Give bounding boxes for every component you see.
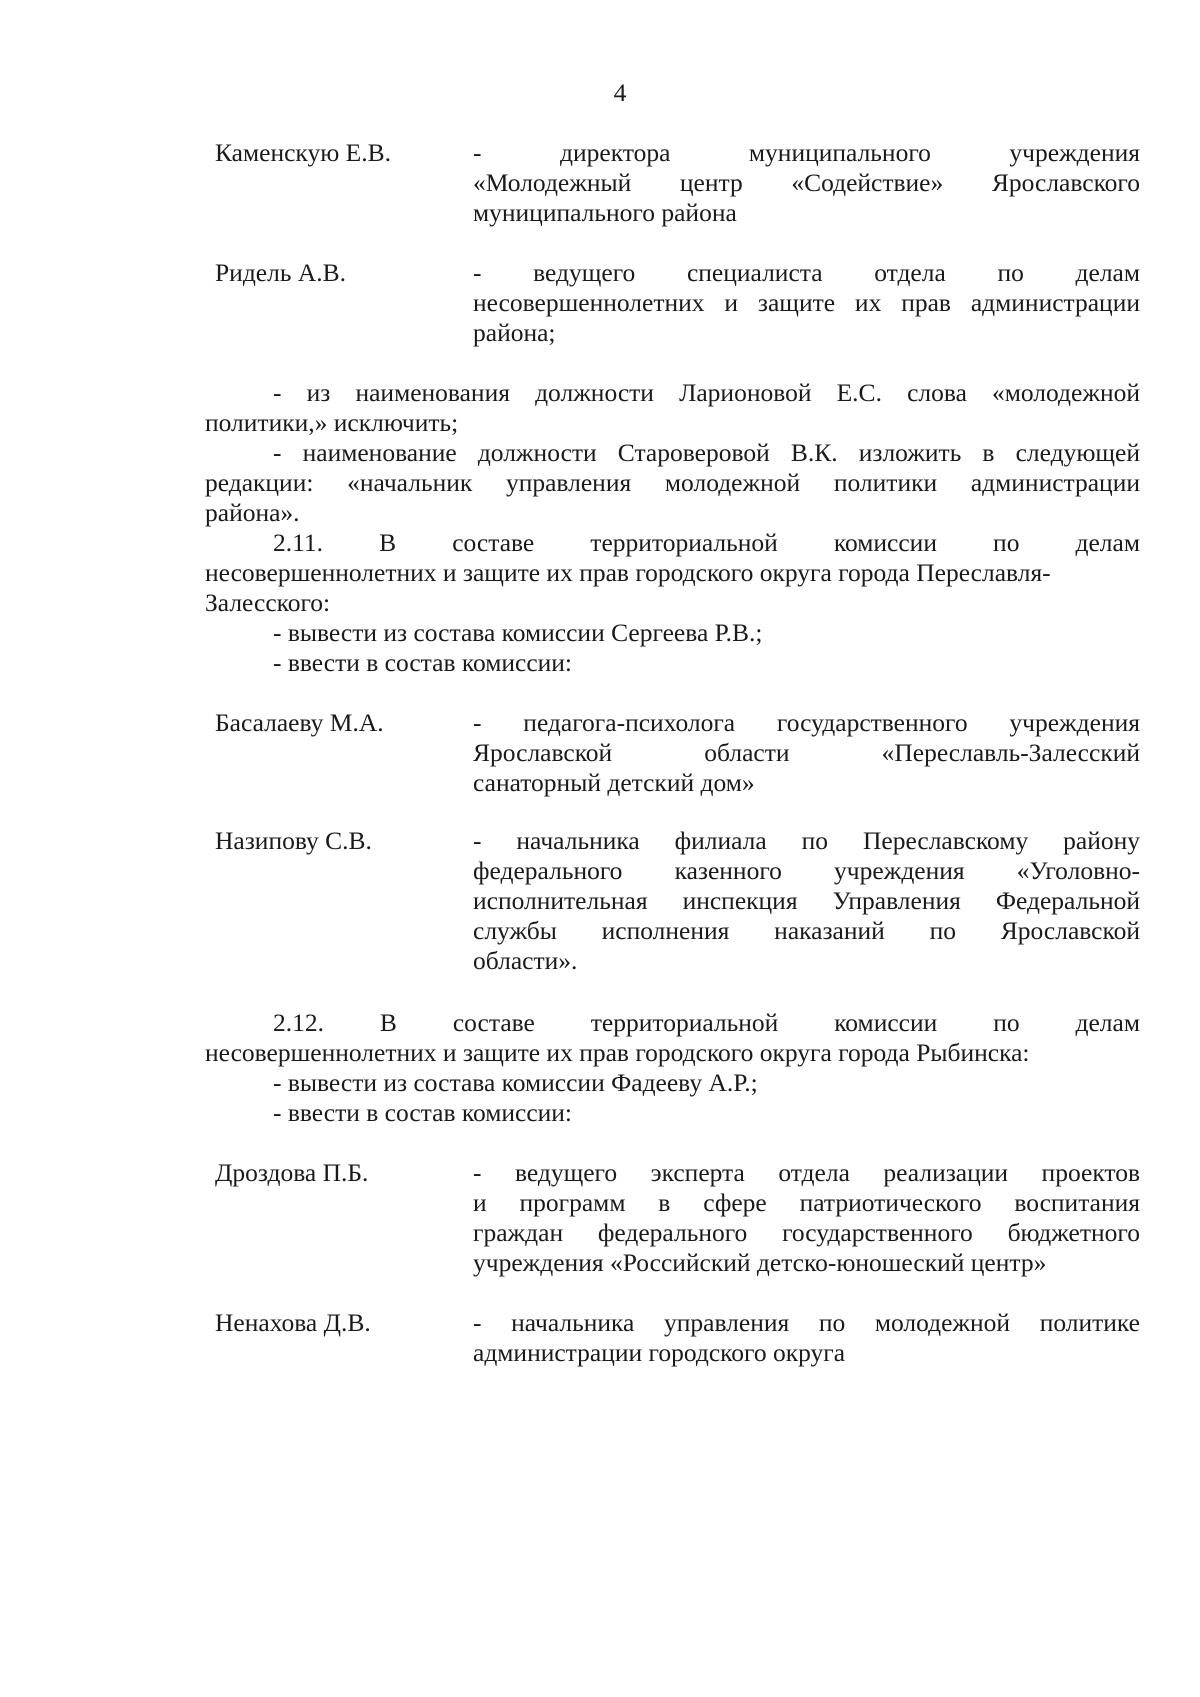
member-name: Ридель А.В. (215, 258, 347, 287)
amendment-paragraph: - из наименования должности Ларионовой Е.С. слова «молодежной политики,» исключить; - наименование должности Староверовой В.К. изложить в следующей редакции: «начальник управления молодежной политики администрации района». (205, 378, 1140, 527)
member-position: - начальника филиала по Переславскому району федерального казенного учреждения «Уголовно- исполнительная инспекция Управления Федеральной службы исполнения наказаний по Ярославской области». (473, 826, 1140, 975)
section-2-12: 2.12. В составе территориальной комиссии по делам несовершеннолетних и защите их прав городского округа города Рыбинска: - вывести из состава комиссии Фадееву А.Р.; - ввести в состав комиссии: (205, 1008, 1140, 1127)
member-position: - ведущего специалиста отдела по делам несовершеннолетних и защите их прав администрации района; (473, 258, 1140, 347)
remove-member-line: - вывести из состава комиссии Фадееву А.Р.; (273, 1068, 758, 1097)
member-name: Басалаеву М.А. (215, 708, 384, 737)
member-position: - директора муниципального учреждения «Молодежный центр «Содействие» Ярославского муниципального района (473, 138, 1140, 227)
section-2-11: 2.11. В составе территориальной комиссии по делам несовершеннолетних и защите их прав городского округа города Переславля- Залесского: - вывести из состава комиссии Сергеева Р.В.; - ввести в состав комиссии: (205, 528, 1140, 677)
add-member-line: - ввести в состав комиссии: (273, 648, 573, 677)
member-position: - ведущего эксперта отдела реализации проектов и программ в сфере патриотического воспитания граждан федерального государственного бюджетного учреждения «Российский детско-юношеский центр» (473, 1158, 1140, 1277)
member-name: Дроздова П.Б. (215, 1158, 369, 1187)
member-position: - начальника управления по молодежной политике администрации городского округа (473, 1308, 1140, 1367)
section-heading: 2.12. В составе территориальной комиссии по делам (273, 1008, 1140, 1037)
member-name: Ненахова Д.В. (215, 1308, 371, 1337)
remove-member-line: - вывести из состава комиссии Сергеева Р.В.; (273, 618, 763, 647)
member-name: Назипову С.В. (215, 826, 372, 855)
add-member-line: - ввести в состав комиссии: (273, 1098, 573, 1127)
page-number: 4 (613, 78, 627, 107)
section-heading: 2.11. В составе территориальной комиссии по делам (273, 528, 1140, 557)
member-position: - педагога-психолога государственного учреждения Ярославской области «Переславль-Залесский санаторный детский дом» (473, 708, 1140, 797)
member-name: Каменскую Е.В. (215, 138, 391, 167)
